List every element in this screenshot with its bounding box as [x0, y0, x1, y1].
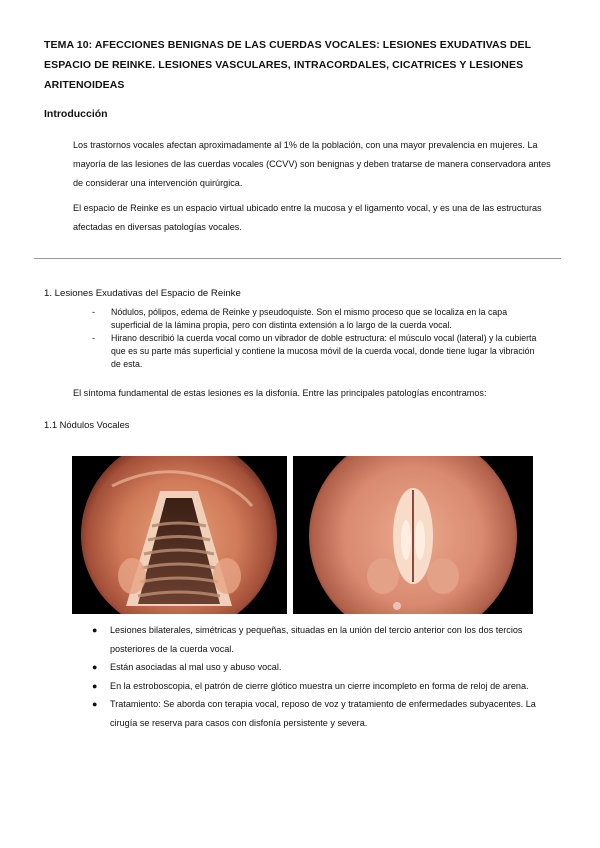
symptom-paragraph: El síntoma fundamental de estas lesiones es la disfonía. Entre las principales patologías encontramos:: [73, 388, 487, 398]
intro-paragraph-2: El espacio de Reinke es un espacio virtual ubicado entre la mucosa y el ligamento vocal, y es una de las estructuras afectadas en diversas patologías vocales.: [73, 203, 542, 232]
list-item-text: Tratamiento: Se aborda con terapia vocal, reposo de voz y tratamiento de enfermedades subyacentes. La cirugía se reserva para casos con disfonía persistente y severa.: [110, 699, 536, 728]
intro-paragraph-1: Los trastornos vocales afectan aproximadamente al 1% de la población, con una mayor prevalencia en mujeres. La mayoría de las lesiones de las cuerdas vocales (CCVV) son benignas y deben tratarse de manera conservadora antes de considerar una intervención quirúrgica.: [73, 140, 551, 188]
document-title: TEMA 10: AFECCIONES BENIGNAS DE LAS CUERDAS VOCALES: LESIONES EXUDATIVAS DEL ESPACIO DE REINKE. LESIONES VASCULARES, INTRACORDALES, CICATRICES Y LESIONES ARITENOIDEAS: [44, 39, 531, 91]
bullet-marker: ●: [92, 680, 98, 691]
laryngoscopy-photo-nodules: [293, 456, 533, 614]
horizontal-divider: [34, 258, 561, 259]
list-item: [92, 306, 540, 332]
list-item-text: Lesiones bilaterales, simétricas y pequeñas, situadas en la unión del tercio anterior con los dos tercios posteriores de la cuerda vocal.: [110, 625, 523, 654]
list-item-text: Hirano describió la cuerda vocal como un vibrador de doble estructura: el músculo vocal (lateral) y la cubierta que es su parte más superficial y contiene la mucosa móvil de la cuerda vocal, donde tiene lugar la vibración de esta.: [111, 333, 537, 369]
list-item-text: Están asociadas al mal uso y abuso vocal.: [110, 662, 282, 672]
dash-marker: -: [92, 333, 95, 343]
section-1-1-bullets: [92, 621, 552, 732]
section-1-1-heading: 1.1 Nódulos Vocales: [44, 419, 130, 430]
bullet-marker: ●: [92, 662, 98, 672]
intro-heading: Introducción: [44, 108, 108, 120]
list-item: [92, 621, 552, 658]
bullet-marker: ●: [92, 625, 98, 635]
bullet-marker: ●: [92, 699, 98, 709]
list-item-text: Nódulos, pólipos, edema de Reinke y pseudoquiste. Son el mismo proceso que se localiza en la capa superficial de la lámina propia, pero con distinta extensión a lo largo de la cuerda vocal.: [111, 307, 508, 330]
laryngoscopy-photo-open: [72, 456, 287, 614]
section-1-list: [92, 306, 540, 371]
list-item: [92, 677, 552, 696]
section-1-heading: 1. Lesiones Exudativas del Espacio de Reinke: [44, 288, 241, 299]
list-item: [92, 658, 552, 677]
laryngoscopy-image-1: [72, 456, 287, 614]
laryngoscopy-image-2: [293, 456, 533, 614]
dash-marker: -: [92, 307, 95, 317]
list-item-text: En la estroboscopia, el patrón de cierre glótico muestra un cierre incompleto en forma de reloj de arena.: [110, 680, 529, 691]
list-item: [92, 332, 540, 371]
list-item: [92, 695, 552, 732]
